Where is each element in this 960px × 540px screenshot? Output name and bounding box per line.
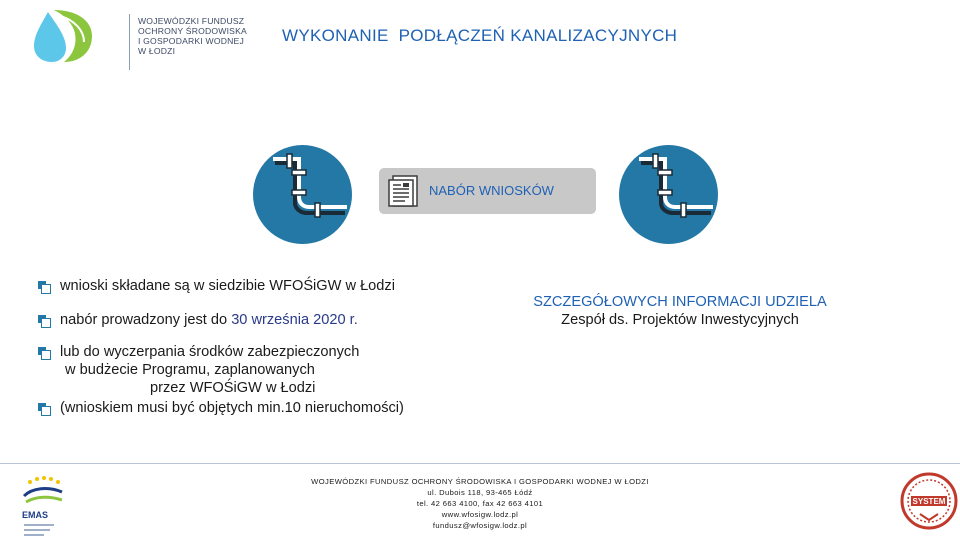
footer-line[interactable]: www.wfosigw.lodz.pl: [441, 510, 519, 519]
logo-text: [138, 16, 248, 56]
emas-line: [24, 529, 50, 531]
logo-divider: [129, 14, 130, 70]
logo-line: I GOSPODARKI WODNEJ: [138, 36, 244, 46]
footer-line: tel. 42 663 4100, fax 42 663 4101: [416, 499, 544, 508]
footer-line[interactable]: fundusz@wfosigw.lodz.pl: [432, 521, 528, 530]
document-icon: [387, 174, 419, 208]
checkbox-bullet-icon: [38, 403, 50, 415]
bullet-text-before: nabór prowadzony jest do: [60, 312, 232, 328]
contact-info-block: [500, 293, 860, 329]
emas-logo: [18, 474, 68, 536]
pipe-icon: [619, 145, 718, 244]
checkbox-bullet-icon: [38, 281, 50, 293]
bullet-text: [60, 312, 358, 328]
pipe-icon: [253, 145, 352, 244]
footer-line: ul. Dubois 118, 93-465 Łódź: [427, 488, 533, 497]
footer-line: WOJEWÓDZKI FUNDUSZ OCHRONY ŚRODOWISKA I GOSPODARKI WODNEJ W ŁODZI: [311, 477, 649, 486]
logo-line: WOJEWÓDZKI FUNDUSZ: [138, 16, 245, 26]
wfosigw-logo[interactable]: [30, 8, 247, 66]
bullet-text: lub do wyczerpania środków zabezpieczonych: [60, 344, 360, 360]
pipe-circle-left: [253, 145, 352, 244]
certification-seal-icon: [900, 472, 958, 530]
nabor-wnioskow-banner: [379, 168, 596, 214]
emas-label: EMAS: [22, 510, 49, 520]
footer-divider: [0, 463, 960, 464]
emas-line: [24, 524, 54, 526]
logo-line: OCHRONY ŚRODOWISKA: [138, 26, 247, 36]
info-heading: SZCZEGÓŁOWYCH INFORMACJI UDZIELA: [533, 294, 827, 310]
emas-line: [24, 534, 44, 536]
seal-label: SYSTEM: [912, 497, 946, 506]
bullet-text: (wnioskiem musi być objętych min.10 nieruchomości): [60, 400, 404, 416]
bullet-continuation: przez WFOŚiGW w Łodzi: [150, 380, 316, 396]
page-title: WYKONANIE PODŁĄCZEŃ KANALIZACYJNYCH: [282, 26, 678, 45]
deadline-date: 30 września 2020 r.: [231, 312, 358, 328]
footer-contact: [265, 476, 695, 531]
emas-stars-icon: [18, 474, 68, 508]
checkbox-bullet-icon: [38, 347, 50, 359]
logo-mark-icon: [30, 8, 94, 64]
bullet-text: wnioski składane są w siedzibie WFOŚiGW w Łodzi: [60, 278, 395, 294]
info-body: Zespół ds. Projektów Inwestycyjnych: [561, 312, 799, 328]
pipe-circle-right: [619, 145, 718, 244]
bullet-continuation: w budżecie Programu, zaplanowanych: [65, 362, 315, 378]
checkbox-bullet-icon: [38, 315, 50, 327]
banner-label: NABÓR WNIOSKÓW: [429, 183, 554, 198]
logo-line: W ŁODZI: [138, 46, 176, 56]
